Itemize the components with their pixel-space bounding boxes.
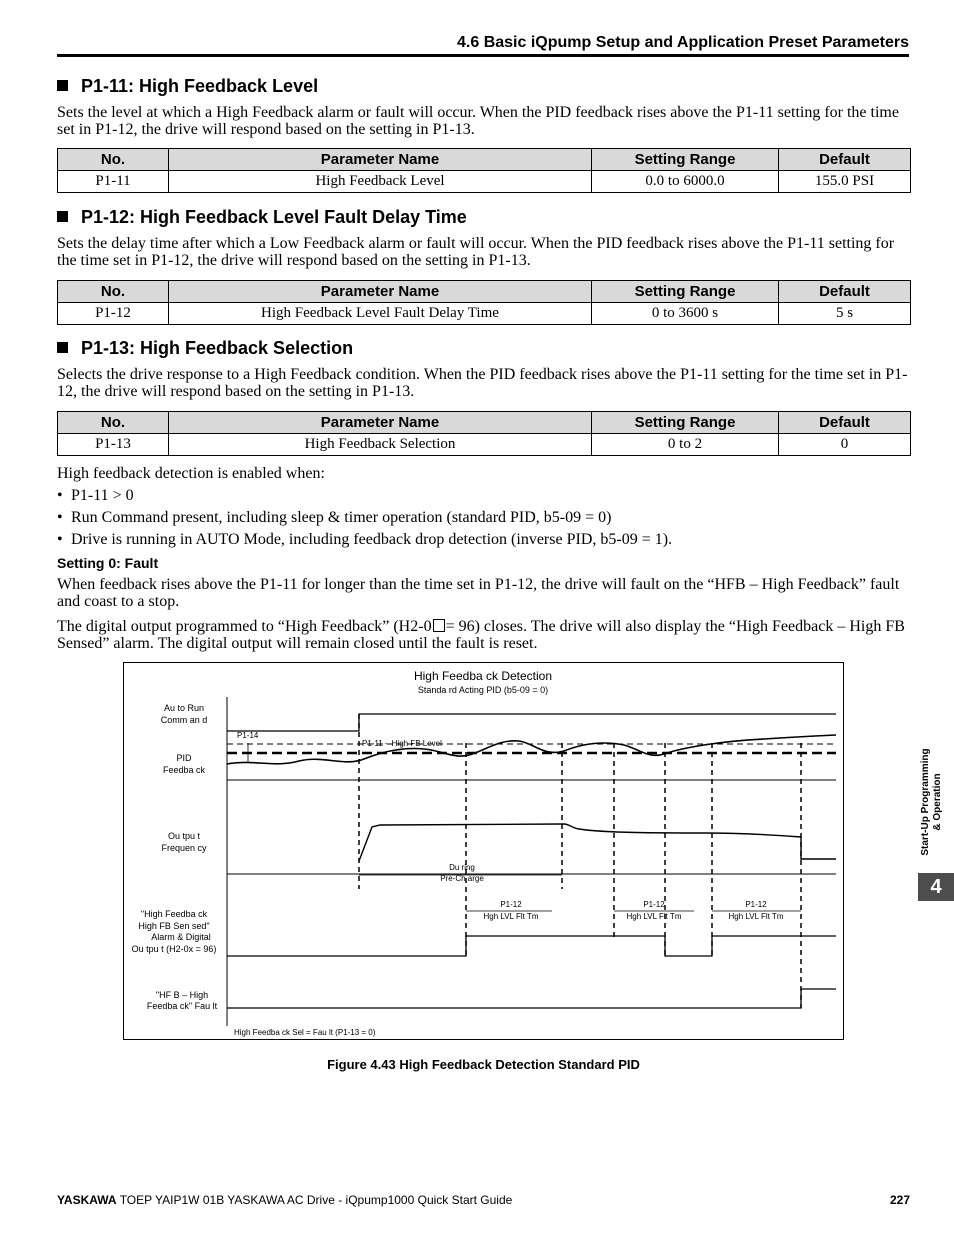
paragraph-text: The digital output programmed to “High Feedback” (H2-0 — [57, 618, 432, 635]
placeholder-box-icon — [433, 619, 445, 632]
label-fault-1: "HF B – High — [155, 990, 209, 1000]
label-timer-2-b: Hgh LVL Flt Tm — [626, 912, 682, 921]
label-pre-charge: Pre-Ch arge — [440, 874, 484, 883]
label-output-frequency-1: Ou tpu t — [167, 831, 201, 841]
list-item — [57, 487, 134, 504]
setting-0-paragraph-1: When feedback rises above the P1-11 for longer than the time set in P1-12, the drive will fault on the “HFB – High Feedback” fault and coast to a stop. — [57, 576, 900, 610]
label-pid-feedback-2: Feedba ck — [162, 765, 206, 775]
side-tab-line-2: & Operation — [932, 773, 943, 831]
cell-range: 0 to 3600 s — [592, 303, 779, 325]
col-header-name: Parameter Name — [169, 149, 592, 171]
setting-0-paragraph-2 — [57, 618, 913, 652]
square-bullet-icon — [57, 342, 68, 353]
footer-brand: YASKAWA — [57, 1193, 117, 1207]
label-p1-14: P1-14 — [237, 731, 259, 740]
label-auto-run-2: Comm an d — [160, 715, 208, 725]
section-heading-text: P1-13: High Feedback Selection — [81, 338, 354, 358]
section-heading-p1-12 — [57, 207, 467, 227]
label-fault-2: Feedba ck" Fau lt — [146, 1001, 218, 1011]
cell-name: High Feedback Level Fault Delay Time — [169, 303, 592, 325]
label-timer-2-a: P1-12 — [643, 900, 665, 909]
table-row — [58, 434, 911, 456]
parameter-table-p1-13 — [57, 411, 911, 456]
section-heading-text: P1-12: High Feedback Level Fault Delay Time — [81, 207, 467, 227]
fault-signal — [227, 989, 836, 1008]
cell-no: P1-13 — [58, 434, 169, 456]
table-header-row — [58, 149, 911, 171]
side-tab-line-1: Start-Up Programming — [920, 748, 931, 856]
col-header-range: Setting Range — [592, 281, 779, 303]
cell-name: High Feedback Selection — [169, 434, 592, 456]
diagram-footer-note: High Feedba ck Sel = Fau lt (P1-13 = 0) — [234, 1028, 376, 1037]
detection-intro: High feedback detection is enabled when: — [57, 465, 325, 482]
bullet-dot-icon: • — [57, 531, 63, 548]
col-header-no: No. — [58, 149, 169, 171]
cell-no: P1-11 — [58, 171, 169, 193]
bullet-dot-icon: • — [57, 509, 63, 526]
timing-diagram-frame — [123, 662, 844, 1040]
square-bullet-icon — [57, 80, 68, 91]
label-alarm-2: High FB Sen sed" — [138, 921, 210, 931]
parameter-table-p1-11 — [57, 148, 911, 193]
footer-document-title: TOEP YAIP1W 01B YASKAWA AC Drive - iQpump1000 Quick Start Guide — [116, 1193, 513, 1207]
col-header-default: Default — [779, 149, 911, 171]
list-item-text: Drive is running in AUTO Mode, including feedback drop detection (inverse PID, b5-09 = 1). — [71, 531, 673, 548]
table-header-row — [58, 281, 911, 303]
cell-name: High Feedback Level — [169, 171, 592, 193]
label-output-frequency-2: Frequen cy — [161, 843, 207, 853]
col-header-name: Parameter Name — [169, 412, 592, 434]
auto-run-signal — [227, 714, 836, 731]
list-item — [57, 509, 611, 526]
section-heading-p1-13 — [57, 338, 353, 358]
label-alarm-1: "High Feedba ck — [140, 909, 208, 919]
label-alarm-3: Alarm & Digital — [151, 932, 211, 942]
list-item-text: Run Command present, including sleep & timer operation (standard PID, b5-09 = 0) — [71, 509, 612, 526]
label-during: Du ring — [449, 863, 475, 872]
col-header-no: No. — [58, 281, 169, 303]
section-heading-text: P1-11: High Feedback Level — [81, 76, 319, 96]
section-heading-p1-11 — [57, 76, 318, 96]
square-bullet-icon — [57, 211, 68, 222]
header-rule — [57, 54, 909, 57]
cell-range: 0.0 to 6000.0 — [592, 171, 779, 193]
paragraph-text: = 96) closes. The drive will also display the “High Feedback – High FB Sensed” alarm. The digital output will remain closed until the fault is reset. — [57, 618, 905, 652]
table-row — [58, 303, 911, 325]
label-alarm-4: Ou tpu t (H2-0x = 96) — [131, 944, 217, 954]
label-timer-1-a: P1-12 — [500, 900, 522, 909]
cell-default: 0 — [779, 434, 911, 456]
diagram-subtitle: Standa rd Acting PID (b5-09 = 0) — [417, 685, 549, 695]
chapter-number-tab: 4 — [918, 873, 954, 901]
label-timer-1-b: Hgh LVL Flt Tm — [483, 912, 539, 921]
page-footer — [57, 1193, 512, 1207]
table-row — [58, 171, 911, 193]
page-number: 227 — [889, 1193, 910, 1207]
section-description-p1-11: Sets the level at which a High Feedback alarm or fault will occur. When the PID feedback rises above the P1-11 setting for the time set in P1-12, the drive will respond based on the setting in P1-13. — [57, 104, 899, 138]
label-auto-run-1: Au to Run — [163, 703, 205, 713]
parameter-table-p1-12 — [57, 280, 911, 325]
output-frequency-curve — [359, 824, 836, 861]
pid-feedback-curve — [227, 735, 836, 764]
page-header-title: 4.6 Basic iQpump Setup and Application Preset Parameters — [457, 34, 909, 51]
side-tab-label — [920, 732, 944, 872]
cell-default: 155.0 PSI — [779, 171, 911, 193]
timing-diagram — [124, 663, 843, 1039]
label-timer-3-a: P1-12 — [745, 900, 767, 909]
col-header-range: Setting Range — [592, 412, 779, 434]
col-header-name: Parameter Name — [169, 281, 592, 303]
list-item-text: P1-11 > 0 — [71, 487, 134, 504]
label-pid-feedback-1: PID — [176, 753, 192, 763]
cell-default: 5 s — [779, 303, 911, 325]
diagram-title: High Feedba ck Detection — [413, 669, 553, 683]
setting-0-heading: Setting 0: Fault — [57, 555, 159, 571]
label-high-fb-level: P1-11 – High FB Level — [362, 739, 442, 748]
col-header-default: Default — [779, 281, 911, 303]
col-header-no: No. — [58, 412, 169, 434]
col-header-range: Setting Range — [592, 149, 779, 171]
label-timer-3-b: Hgh LVL Flt Tm — [728, 912, 784, 921]
cell-no: P1-12 — [58, 303, 169, 325]
col-header-default: Default — [779, 412, 911, 434]
cell-range: 0 to 2 — [592, 434, 779, 456]
section-description-p1-13: Selects the drive response to a High Feedback condition. When the PID feedback rises above the P1-11 setting for the time set in P1-12, the drive will respond based on the setting in P1-13. — [57, 366, 908, 400]
alarm-output-signal — [227, 936, 836, 956]
figure-caption: Figure 4.43 High Feedback Detection Standard PID — [327, 1057, 640, 1072]
bullet-dot-icon: • — [57, 487, 63, 504]
table-header-row — [58, 412, 911, 434]
list-item — [57, 531, 672, 548]
section-description-p1-12: Sets the delay time after which a Low Feedback alarm or fault will occur. When the PID feedback rises above the P1-11 setting for the time set in P1-12, the drive will respond based on the setting in P1-13. — [57, 235, 895, 269]
